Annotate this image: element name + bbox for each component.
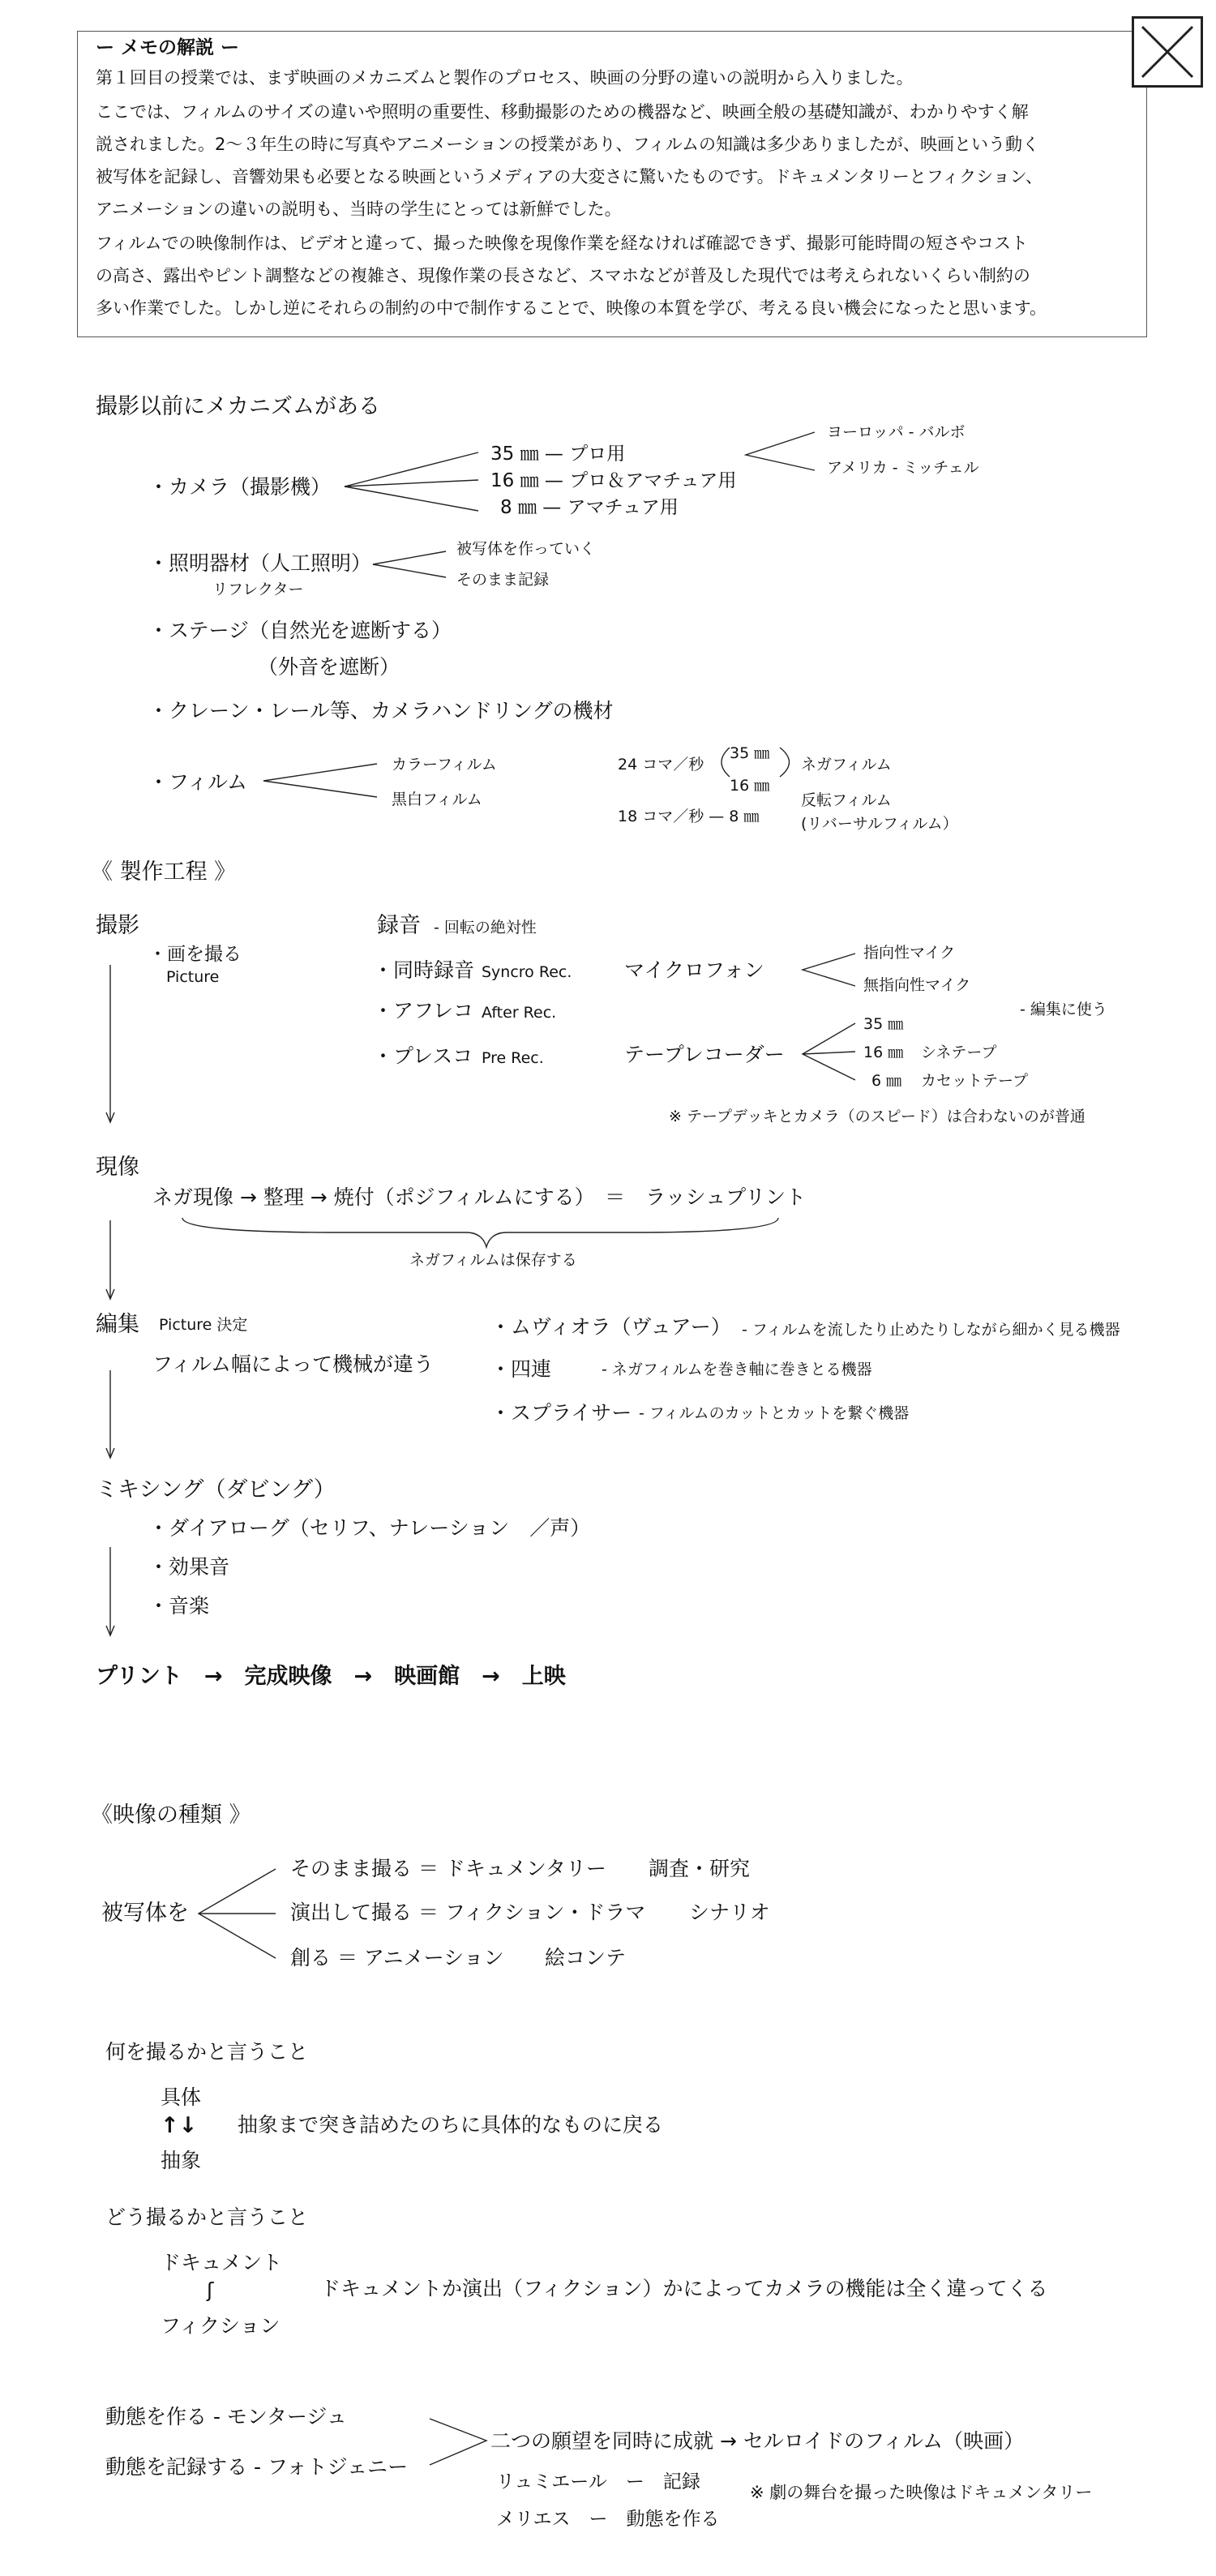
fps-18: 18 コマ／秒 — 8 ㎜	[618, 808, 760, 825]
fiction-note: シナリオ	[689, 1901, 770, 1924]
memo-title: ー メモの解説 ー	[96, 37, 240, 58]
dialogue-item: ・ダイアローグ（セリフ、ナレーション ／声）	[148, 1516, 591, 1540]
editing-picture: Picture 決定	[159, 1316, 248, 1334]
abstract: 抽象	[161, 2149, 202, 2172]
sync-item: ・同時録音	[373, 958, 475, 982]
nega-keep-note: ネガフィルムは保存する	[409, 1251, 577, 1269]
reversal-film: 反転フィルム	[801, 791, 892, 809]
document-word: ドキュメント	[161, 2251, 283, 2274]
memo-line: 多い作業でした。しかし逆にそれらの制約の中で制作することで、映像の本質を学び、考える良い機会になったと思います。	[96, 298, 1047, 318]
lighting-item: ・照明器材（人工照明）	[148, 551, 372, 575]
effects-item: ・効果音	[148, 1555, 230, 1579]
memo-line: の高さ、露出やピント調整などの複雑さ、現像作業の長さなど、スマホなどが普及した現代では考えられないくらい制約の	[96, 266, 1030, 285]
after-item: ・アフレコ	[373, 999, 474, 1022]
film-35mm: 35 ㎜	[730, 744, 770, 762]
develop-flow: ネガ現像 → 整理 → 焼付（ポジフィルムにする） ＝ ラッシュプリント	[152, 1185, 807, 1209]
light-record: そのまま記録	[456, 571, 550, 589]
tape-35mm: 35 ㎜	[863, 1015, 904, 1033]
splicer-note: - フィルムのカットとカットを繋ぐ機器	[639, 1404, 910, 1422]
shiren-item: ・四連	[490, 1357, 552, 1381]
nega-film: ネガフィルム	[801, 756, 892, 774]
stage-item: ・ステージ（自然光を遮断する）	[148, 619, 452, 642]
camera-america: アメリカ - ミッチェル	[827, 459, 979, 477]
melies: メリエス ー 動態を作る	[496, 2509, 720, 2530]
types-heading: 《映像の種類 》	[91, 1802, 251, 1828]
music-item: ・音楽	[148, 1594, 210, 1618]
photogenie: 動態を記録する - フォトジェニー	[105, 2455, 409, 2479]
what-desc: 抽象まで突き詰めたのちに具体的なものに戻る	[238, 2113, 664, 2137]
sync-en: Syncro Rec.	[482, 963, 572, 981]
lumiere: リュミエール ー 記録	[496, 2471, 700, 2492]
reflector: リフレクター	[212, 581, 304, 598]
memo-line: 被写体を記録し、音響効果も必要となる映画というメディアの大変さに驚いたものです。ドキュメンタリーとフィクション、	[96, 167, 1043, 186]
two-wishes: 二つの願望を同時に成就 → セルロイドのフィルム（映画）	[490, 2429, 1025, 2453]
film-width-note: フィルム幅によって機械が違う	[152, 1352, 435, 1376]
reversal-note: (リバーサルフィルム）	[801, 815, 958, 833]
animation: 創る ＝ アニメーション	[290, 1946, 504, 1970]
camera-8mm: 8 ㎜ — アマチュア用	[500, 497, 679, 518]
memo-line: アニメーションの違いの説明も、当時の学生にとっては新鮮でした。	[96, 199, 622, 219]
recording-note: - 回転の絶対性	[434, 919, 537, 937]
bw-film: 黒白フィルム	[392, 791, 482, 808]
after-en: After Rec.	[482, 1004, 557, 1022]
color-film: カラーフィルム	[392, 756, 497, 774]
mic: マイクロフォン	[624, 958, 764, 982]
recording-heading: 録音	[377, 913, 421, 938]
editing-heading: 編集	[96, 1312, 139, 1337]
final-flow: プリント → 完成映像 → 映画館 → 上映	[96, 1664, 566, 1689]
mechanism-heading: 撮影以前にメカニズムがある	[96, 394, 380, 419]
fiction-word: フィクション	[161, 2314, 280, 2338]
stage-sound: （外音を遮断）	[258, 655, 400, 679]
tilde-mark: ʃ	[207, 2278, 214, 2302]
how-heading: どう撮るかと言うこと	[105, 2205, 309, 2229]
tape-16mm: 16 ㎜	[863, 1044, 904, 1061]
camera-europe: ヨーロッパ - バルボ	[827, 423, 966, 441]
pre-en: Pre Rec.	[482, 1049, 544, 1067]
memo-line: 説されました。2〜３年生の時に写真やアニメーションの授業があり、フィルムの知識は多少ありましたが、映画という動く	[96, 135, 1039, 154]
production-heading: 《 製作工程 》	[91, 859, 237, 885]
cine-tape: シネテープ	[921, 1044, 997, 1061]
pre-item: ・プレスコ	[373, 1044, 473, 1068]
theater-note: ※ 劇の舞台を撮った映像はドキュメンタリー	[750, 2483, 1093, 2502]
crane-item: ・クレーン・レール等、カメラハンドリングの機材	[148, 699, 614, 722]
fps-24: 24 コマ／秒	[618, 756, 704, 774]
tape-note: ※ テープデッキとカメラ（のスピード）は合わないのが普通	[669, 1108, 1085, 1125]
documentary-note: 調査・研究	[649, 1857, 751, 1880]
memo-line: ここでは、フィルムのサイズの違いや照明の重要性、移動撮影のための機器など、映画全般の基礎知識が、わかりやすく解	[96, 102, 1029, 122]
moviola-note: - フィルムを流したり止めたりしながら細かく見る機器	[742, 1321, 1120, 1339]
light-make: 被写体を作っていく	[456, 540, 596, 558]
what-heading: 何を撮るかと言うこと	[105, 2040, 309, 2064]
camera-16mm: 16 ㎜ — プロ＆アマチュア用	[490, 470, 737, 491]
fiction: 演出して撮る ＝ フィクション・ドラマ	[290, 1901, 646, 1924]
how-desc: ドキュメントか演出（フィクション）かによってカメラの機能は全く違ってくる	[320, 2277, 1048, 2300]
mic-omni: 無指向性マイク	[863, 976, 971, 994]
mixing-heading: ミキシング（ダビング）	[96, 1477, 336, 1502]
splicer-item: ・スプライサー	[490, 1401, 632, 1425]
memo-line: 第１回目の授業では、まず映画のメカニズムと製作のプロセス、映画の分野の違いの説明から入りました。	[96, 68, 914, 88]
camera-item: ・カメラ（撮影機）	[148, 475, 332, 499]
cassette-tape: カセットテープ	[921, 1072, 1029, 1090]
film-16mm: 16 ㎜	[730, 777, 770, 795]
camera-35mm: 35 ㎜ — プロ用	[490, 444, 626, 465]
shiren-note: - ネガフィルムを巻き軸に巻きとる機器	[602, 1361, 872, 1378]
montage: 動態を作る - モンタージュ	[105, 2405, 347, 2428]
shooting-heading: 撮影	[96, 913, 139, 938]
picture-item: ・画を撮る	[148, 944, 242, 965]
mic-directional: 指向性マイク	[863, 944, 956, 962]
film-item: ・フィルム	[148, 770, 248, 794]
documentary: そのまま撮る ＝ ドキュメンタリー	[290, 1857, 606, 1880]
concrete: 具体	[161, 2085, 202, 2109]
memo-line: フィルムでの映像制作は、ビデオと違って、撮った映像を現像作業を経なければ確認できず、撮影可能時間の短さやコスト	[96, 234, 1028, 253]
close-button[interactable]	[1132, 16, 1203, 88]
close-icon	[1134, 19, 1201, 85]
edit-use-note: - 編集に使う	[1020, 1001, 1107, 1018]
tape-recorder: テープレコーダー	[624, 1043, 785, 1066]
moviola-item: ・ムヴィオラ（ヴュアー）	[490, 1315, 731, 1339]
updown-arrows: ↑↓	[161, 2113, 198, 2138]
picture-en: Picture	[166, 968, 220, 986]
develop-heading: 現像	[96, 1155, 139, 1180]
animation-note: 絵コンテ	[545, 1946, 627, 1970]
subject-label: 被写体を	[101, 1901, 189, 1926]
tape-6mm: 6 ㎜	[871, 1072, 902, 1090]
